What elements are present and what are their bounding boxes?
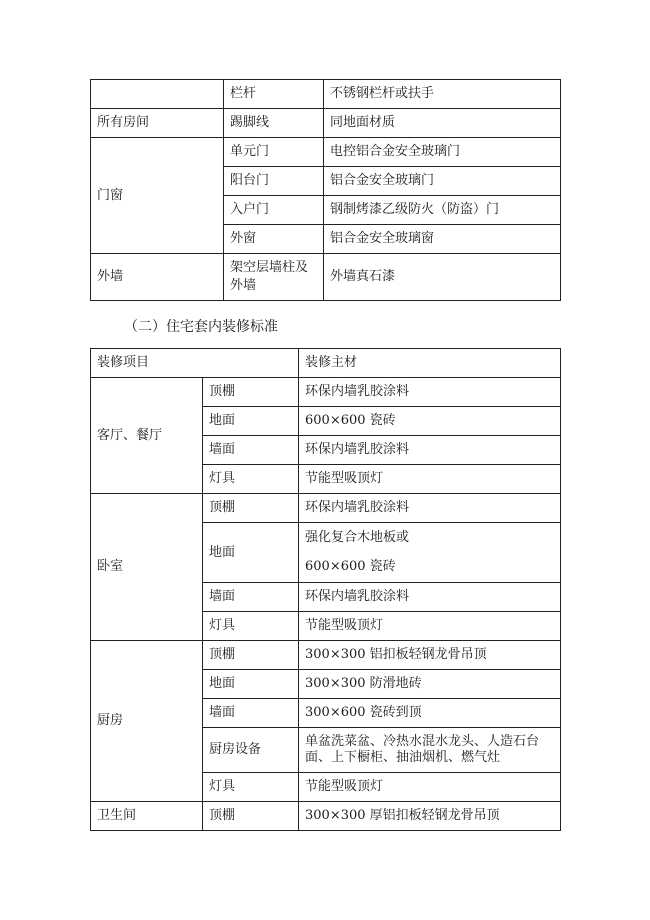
material-cell: 铝合金安全玻璃窗 (324, 225, 561, 254)
table-row (91, 378, 561, 407)
item-cell: 入户门 (224, 196, 324, 225)
item-cell: 顶棚 (203, 802, 299, 831)
material-cell: 300×300 厚铝扣板轻钢龙骨吊顶 (299, 802, 561, 831)
material-cell: 不锈钢栏杆或扶手 (324, 80, 561, 109)
item-cell: 顶棚 (203, 378, 299, 407)
item-cell: 栏杆 (224, 80, 324, 109)
table-row (91, 109, 561, 138)
table-row (91, 80, 561, 109)
item-cell: 墙面 (203, 436, 299, 465)
room-cell: 卧室 (91, 494, 203, 641)
room-cell (91, 80, 224, 109)
item-cell: 灯具 (203, 612, 299, 641)
material-cell: 环保内墙乳胶涂料 (299, 583, 561, 612)
table-row (91, 254, 561, 301)
room-cell: 客厅、餐厅 (91, 378, 203, 494)
item-cell: 灯具 (203, 465, 299, 494)
header-project: 装修项目 (91, 349, 299, 378)
item-cell: 墙面 (203, 583, 299, 612)
item-cell: 顶棚 (203, 494, 299, 523)
material-cell: 节能型吸顶灯 (299, 773, 561, 802)
material-cell: 300×300 防滑地砖 (299, 670, 561, 699)
material-cell: 钢制烤漆乙级防火（防盗）门 (324, 196, 561, 225)
material-cell: 铝合金安全玻璃门 (324, 167, 561, 196)
material-cell: 外墙真石漆 (324, 254, 561, 301)
item-cell: 阳台门 (224, 167, 324, 196)
table-row (91, 641, 561, 670)
material-cell: 单盆洗菜盆、冷热水混水龙头、人造石台面、上下橱柜、抽油烟机、燃气灶 (299, 728, 561, 773)
section-heading: （二）住宅套内装修标准 (124, 319, 278, 335)
table-row (91, 494, 561, 523)
room-cell: 卫生间 (91, 802, 203, 831)
material-cell: 600×600 瓷砖 (299, 407, 561, 436)
table-header-row (91, 349, 561, 378)
room-cell: 所有房间 (91, 109, 224, 138)
material-cell: 强化复合木地板或 (299, 523, 561, 553)
material-cell: 同地面材质 (324, 109, 561, 138)
item-cell: 单元门 (224, 138, 324, 167)
interior-standards-table (90, 348, 561, 831)
item-cell: 踢脚线 (224, 109, 324, 138)
material-cell: 300×600 瓷砖到顶 (299, 699, 561, 728)
item-cell: 墙面 (203, 699, 299, 728)
material-cell: 环保内墙乳胶涂料 (299, 378, 561, 407)
item-cell: 地面 (203, 523, 299, 583)
header-material: 装修主材 (299, 349, 561, 378)
room-cell: 门窗 (91, 138, 224, 254)
material-cell: 节能型吸顶灯 (299, 465, 561, 494)
material-cell: 600×600 瓷砖 (299, 553, 561, 583)
material-cell: 300×300 铝扣板轻钢龙骨吊顶 (299, 641, 561, 670)
item-cell: 厨房设备 (203, 728, 299, 773)
table-row (91, 138, 561, 167)
item-cell: 外窗 (224, 225, 324, 254)
item-cell: 地面 (203, 670, 299, 699)
material-cell: 环保内墙乳胶涂料 (299, 436, 561, 465)
room-cell: 外墙 (91, 254, 224, 301)
room-cell: 厨房 (91, 641, 203, 802)
item-cell: 地面 (203, 407, 299, 436)
material-cell: 节能型吸顶灯 (299, 612, 561, 641)
material-cell: 电控铝合金安全玻璃门 (324, 138, 561, 167)
item-cell: 架空层墙柱及外墙 (224, 254, 324, 301)
table-row (91, 802, 561, 831)
material-cell: 环保内墙乳胶涂料 (299, 494, 561, 523)
item-cell: 顶棚 (203, 641, 299, 670)
item-cell: 灯具 (203, 773, 299, 802)
building-standards-table (90, 79, 561, 301)
